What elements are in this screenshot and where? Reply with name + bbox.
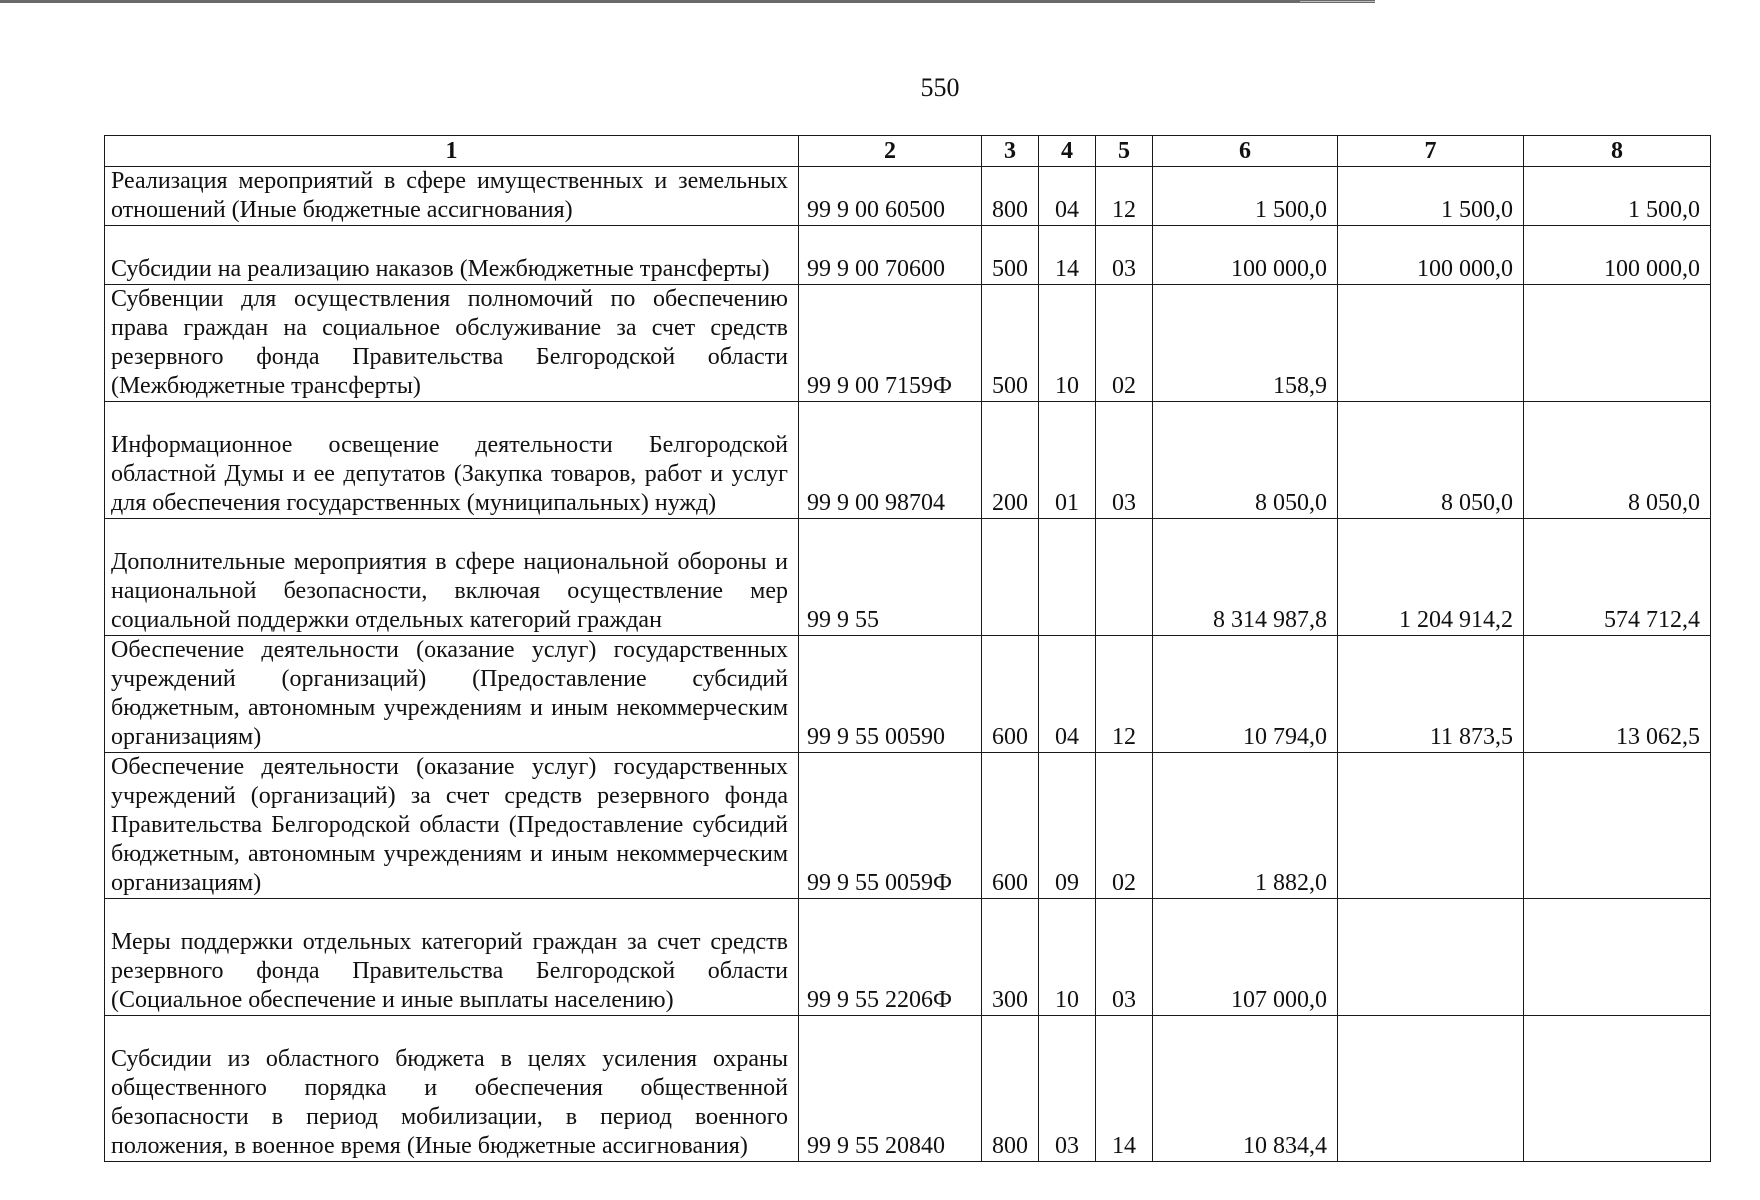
row-amount-7: 1 204 914,2 xyxy=(1338,519,1524,636)
row-col-5: 03 xyxy=(1096,899,1153,1016)
row-col-4: 01 xyxy=(1039,402,1096,519)
budget-table xyxy=(104,135,1711,1162)
table-row xyxy=(105,285,1711,402)
row-col-3: 600 xyxy=(982,753,1039,899)
top-scan-rule-tail xyxy=(1300,1,1375,2)
row-amount-8: 574 712,4 xyxy=(1524,519,1711,636)
table-row xyxy=(105,519,1711,636)
row-amount-7 xyxy=(1338,753,1524,899)
row-col-4: 10 xyxy=(1039,899,1096,1016)
row-name: Обеспечение деятельности (оказание услуг) государственных учреждений (организаций) (Предоставление субсидий бюджетным, автономным учреждениям и иным некоммерческим организациям) xyxy=(105,636,799,753)
row-col-5: 03 xyxy=(1096,402,1153,519)
row-name: Субвенции для осуществления полномочий по обеспечению права граждан на социальное обслуживание за счет средств резервного фонда Правительства Белгородской области (Межбюджетные трансферты) xyxy=(105,285,799,402)
row-code: 99 9 55 2206Ф xyxy=(799,899,982,1016)
row-amount-8: 13 062,5 xyxy=(1524,636,1711,753)
row-name: Меры поддержки отдельных категорий граждан за счет средств резервного фонда Правительства Белгородской области (Социальное обеспечение и иные выплаты населению) xyxy=(105,899,799,1016)
table-row xyxy=(105,636,1711,753)
row-amount-6: 100 000,0 xyxy=(1153,226,1338,285)
column-header-2: 2 xyxy=(799,136,982,167)
row-col-3: 500 xyxy=(982,285,1039,402)
row-amount-6: 1 500,0 xyxy=(1153,167,1338,226)
row-amount-8: 1 500,0 xyxy=(1524,167,1711,226)
row-amount-6: 1 882,0 xyxy=(1153,753,1338,899)
row-amount-6: 158,9 xyxy=(1153,285,1338,402)
row-col-5: 12 xyxy=(1096,636,1153,753)
row-col-3: 800 xyxy=(982,1016,1039,1162)
table-row xyxy=(105,753,1711,899)
row-col-4: 04 xyxy=(1039,636,1096,753)
row-col-5: 14 xyxy=(1096,1016,1153,1162)
row-amount-7 xyxy=(1338,285,1524,402)
table-row xyxy=(105,1016,1711,1162)
row-code: 99 9 55 00590 xyxy=(799,636,982,753)
row-code: 99 9 00 70600 xyxy=(799,226,982,285)
column-header-7: 7 xyxy=(1338,136,1524,167)
row-col-4 xyxy=(1039,519,1096,636)
table-row xyxy=(105,226,1711,285)
row-amount-8 xyxy=(1524,899,1711,1016)
row-amount-7: 1 500,0 xyxy=(1338,167,1524,226)
column-header-5: 5 xyxy=(1096,136,1153,167)
row-col-3: 300 xyxy=(982,899,1039,1016)
row-name: Субсидии из областного бюджета в целях усиления охраны общественного порядка и обеспечения общественной безопасности в период мобилизации, в период военного положения, в военное время (Иные бюджетные ассигнования) xyxy=(105,1016,799,1162)
row-amount-6: 8 050,0 xyxy=(1153,402,1338,519)
table-row xyxy=(105,899,1711,1016)
row-amount-7: 11 873,5 xyxy=(1338,636,1524,753)
row-code: 99 9 55 0059Ф xyxy=(799,753,982,899)
row-name: Обеспечение деятельности (оказание услуг) государственных учреждений (организаций) за счет средств резервного фонда Правительства Белгородской области (Предоставление субсидий бюджетным, автономным учреждениям и иным некоммерческим организациям) xyxy=(105,753,799,899)
column-header-1: 1 xyxy=(105,136,799,167)
row-amount-6: 10 834,4 xyxy=(1153,1016,1338,1162)
row-col-3: 200 xyxy=(982,402,1039,519)
row-amount-8 xyxy=(1524,1016,1711,1162)
row-name: Субсидии на реализацию наказов (Межбюджетные трансферты) xyxy=(105,226,799,285)
row-amount-7 xyxy=(1338,899,1524,1016)
table-row xyxy=(105,167,1711,226)
row-amount-7: 8 050,0 xyxy=(1338,402,1524,519)
row-col-4: 10 xyxy=(1039,285,1096,402)
row-col-4: 09 xyxy=(1039,753,1096,899)
row-amount-8 xyxy=(1524,753,1711,899)
column-header-8: 8 xyxy=(1524,136,1711,167)
row-col-3: 800 xyxy=(982,167,1039,226)
row-amount-6: 8 314 987,8 xyxy=(1153,519,1338,636)
column-header-6: 6 xyxy=(1153,136,1338,167)
row-code: 99 9 55 20840 xyxy=(799,1016,982,1162)
row-amount-8: 100 000,0 xyxy=(1524,226,1711,285)
row-amount-7 xyxy=(1338,1016,1524,1162)
row-col-5: 03 xyxy=(1096,226,1153,285)
row-name: Реализация мероприятий в сфере имущественных и земельных отношений (Иные бюджетные ассигнования) xyxy=(105,167,799,226)
top-scan-rule xyxy=(0,0,1375,3)
row-code: 99 9 00 60500 xyxy=(799,167,982,226)
row-amount-6: 10 794,0 xyxy=(1153,636,1338,753)
row-col-5: 02 xyxy=(1096,285,1153,402)
row-amount-8: 8 050,0 xyxy=(1524,402,1711,519)
row-col-3: 600 xyxy=(982,636,1039,753)
row-code: 99 9 55 xyxy=(799,519,982,636)
row-col-3: 500 xyxy=(982,226,1039,285)
table-header-row xyxy=(105,136,1711,167)
row-code: 99 9 00 7159Ф xyxy=(799,285,982,402)
column-header-3: 3 xyxy=(982,136,1039,167)
row-amount-8 xyxy=(1524,285,1711,402)
row-name: Информационное освещение деятельности Белгородской областной Думы и ее депутатов (Закупка товаров, работ и услуг для обеспечения государственных (муниципальных) нужд) xyxy=(105,402,799,519)
row-col-4: 04 xyxy=(1039,167,1096,226)
row-col-5 xyxy=(1096,519,1153,636)
row-amount-7: 100 000,0 xyxy=(1338,226,1524,285)
row-col-5: 02 xyxy=(1096,753,1153,899)
row-col-4: 14 xyxy=(1039,226,1096,285)
row-code: 99 9 00 98704 xyxy=(799,402,982,519)
row-amount-6: 107 000,0 xyxy=(1153,899,1338,1016)
row-col-5: 12 xyxy=(1096,167,1153,226)
row-col-4: 03 xyxy=(1039,1016,1096,1162)
row-name: Дополнительные мероприятия в сфере национальной обороны и национальной безопасности, включая осуществление мер социальной поддержки отдельных категорий граждан xyxy=(105,519,799,636)
table-row xyxy=(105,402,1711,519)
row-col-3 xyxy=(982,519,1039,636)
page-number: 550 xyxy=(920,73,960,102)
column-header-4: 4 xyxy=(1039,136,1096,167)
